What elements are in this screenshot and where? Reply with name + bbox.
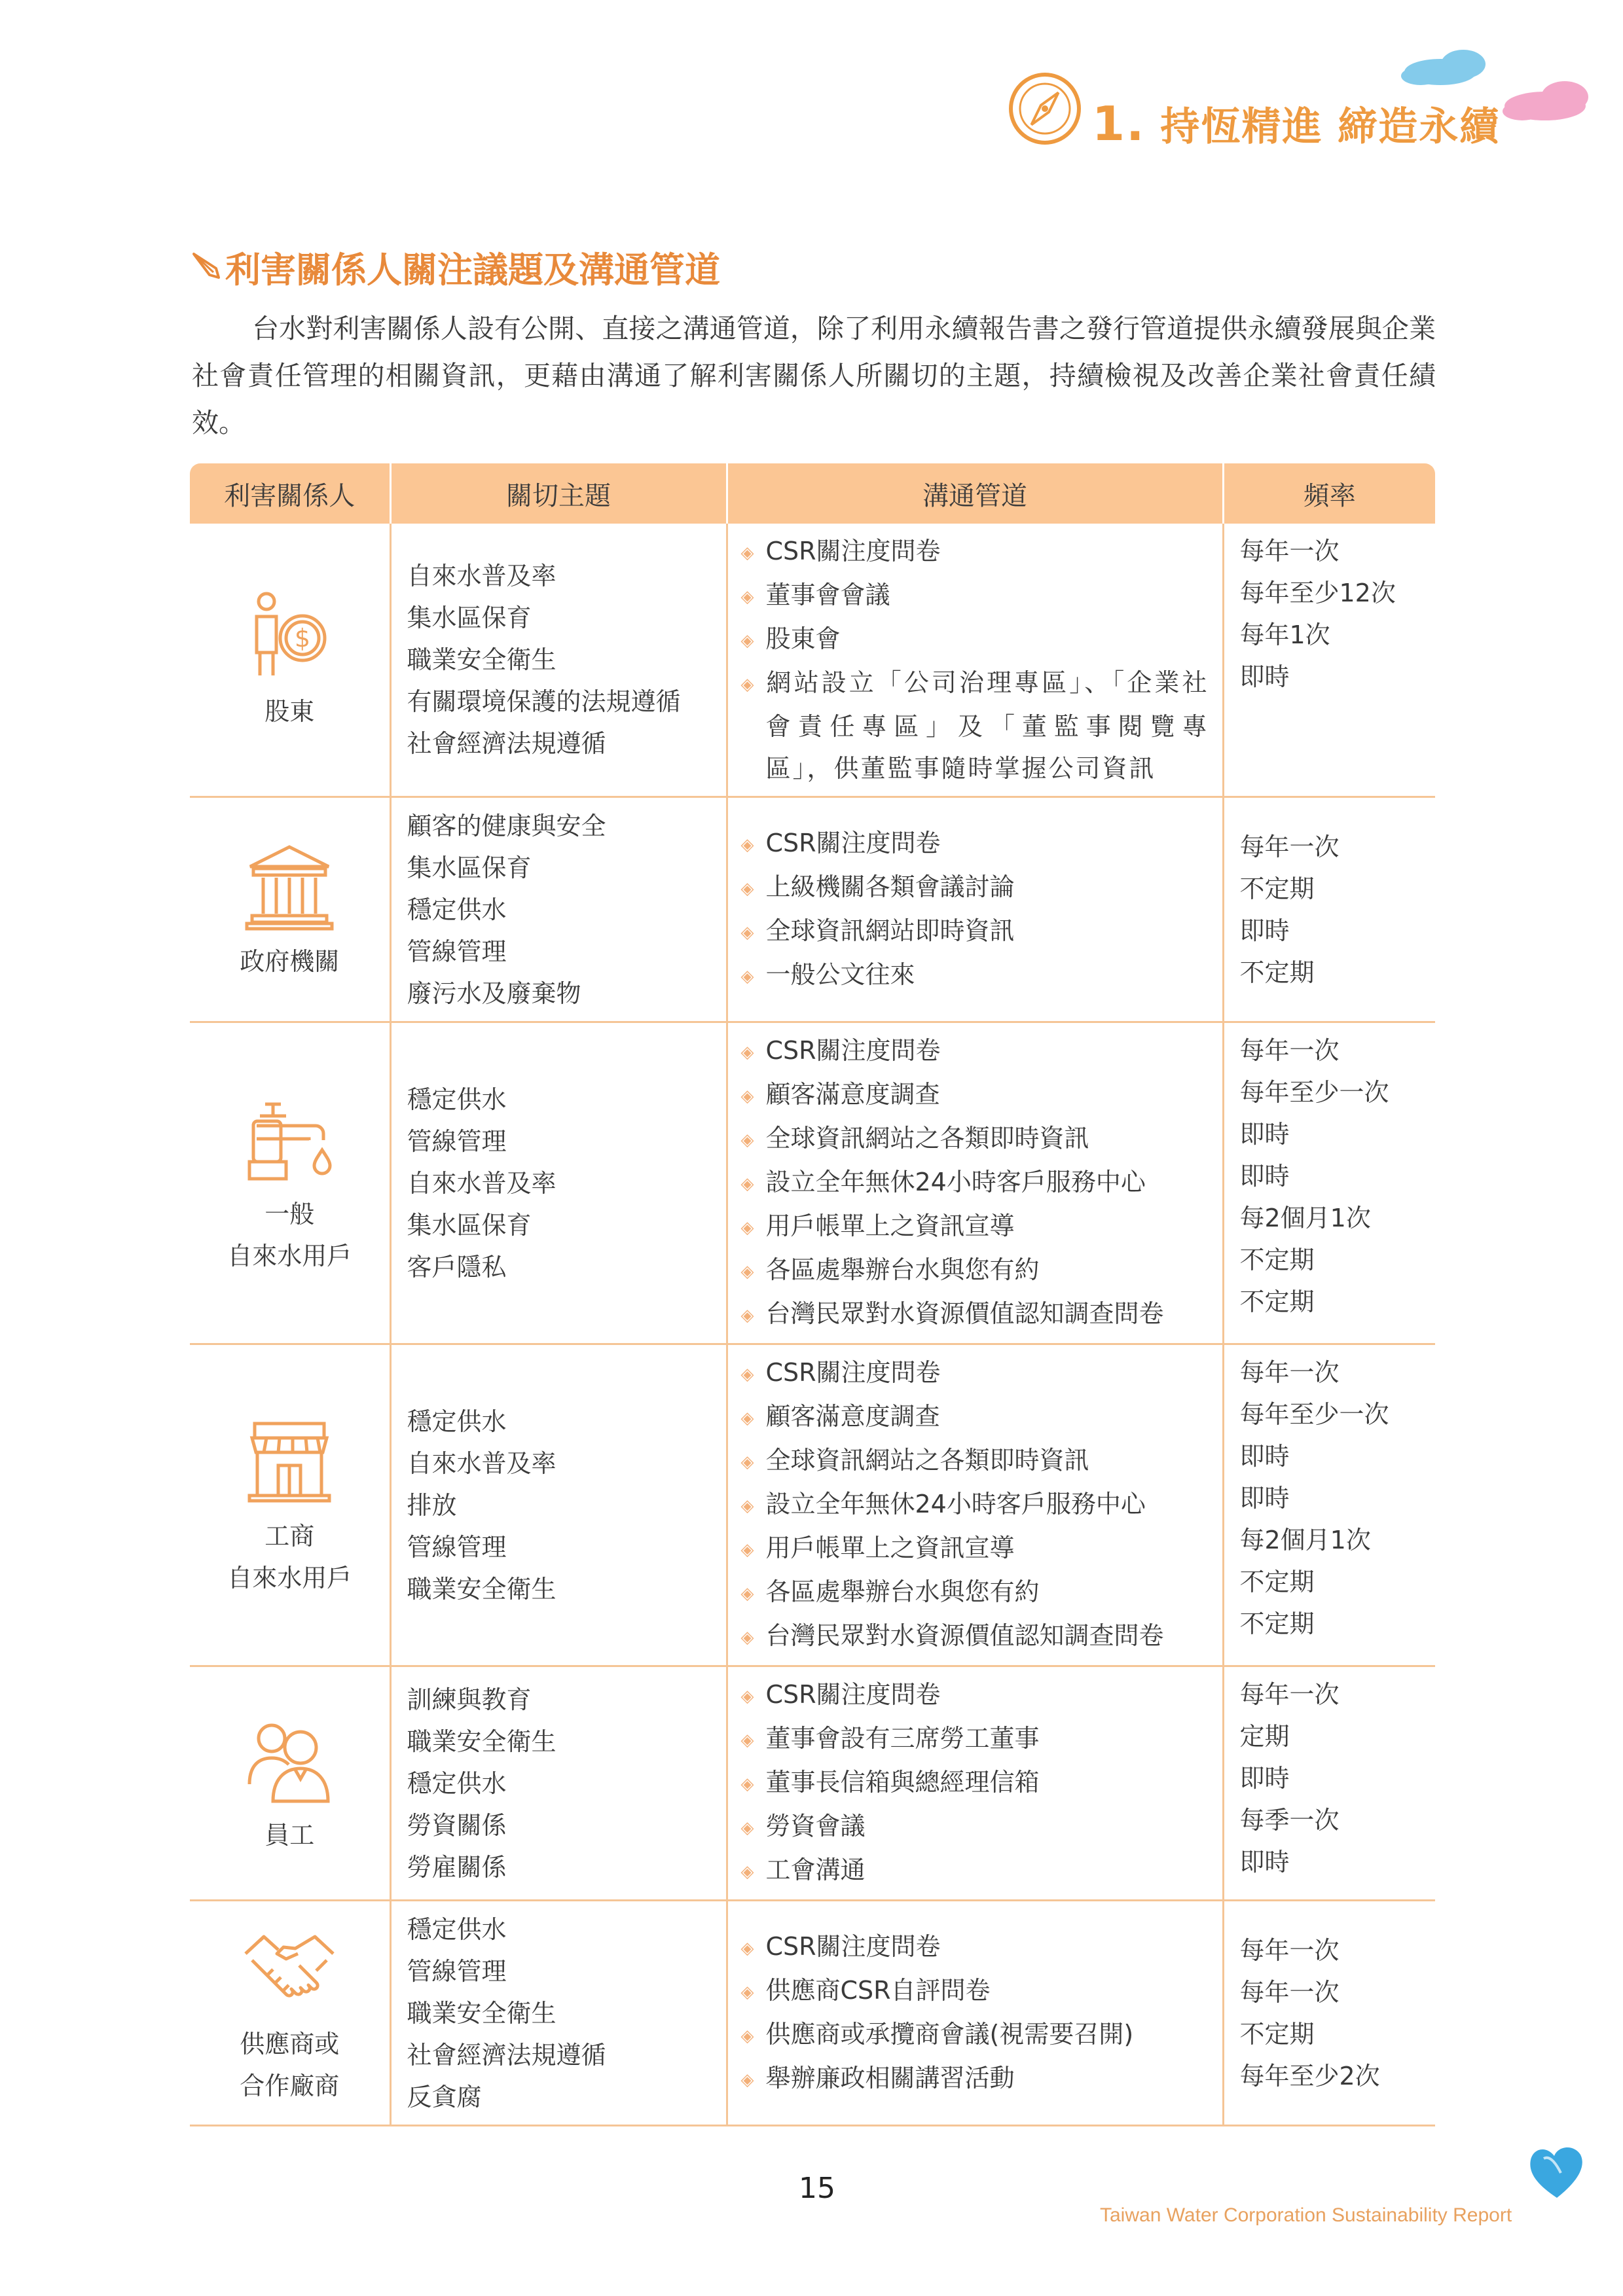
- topic-item: 管線管理: [407, 937, 507, 966]
- channel-item: ◈ 顧客滿意度調查: [741, 1073, 1209, 1117]
- topic-item: 職業安全衛生: [407, 1727, 556, 1756]
- channel-item: ◈ CSR關注度問卷: [741, 1926, 1209, 1969]
- frequency-item: 每2個月1次: [1239, 1204, 1371, 1232]
- topic-item: 反貪腐: [407, 2082, 482, 2111]
- frequency-item: 每年一次: [1239, 832, 1340, 861]
- frequency-item: 不定期: [1239, 958, 1315, 987]
- channel-item: ◈ 工會溝通: [741, 1849, 1209, 1893]
- channel-item: ◈ 網站設立「公司治理專區」、「企業社會責任專區」及「董監事閱覽專區」，供董監事隨時掌握公司資訊: [741, 662, 1209, 789]
- page-number: 15: [799, 2172, 835, 2205]
- channels-cell: [727, 1666, 1223, 1901]
- channel-item: ◈ CSR關注度問卷: [741, 1674, 1209, 1717]
- frequency-item: 即時: [1239, 916, 1290, 945]
- table-header-row: [190, 463, 1435, 524]
- frequency-item: 即時: [1239, 1764, 1290, 1793]
- channel-item: ◈ 各區處舉辦台水與您有約: [741, 1571, 1209, 1615]
- topics-cell: [390, 797, 727, 1022]
- stakeholder-name: 自來水用戶: [227, 1241, 352, 1270]
- frequency-cell: [1223, 797, 1435, 1022]
- header-channels: 溝通管道: [727, 463, 1223, 524]
- frequency-item: 不定期: [1239, 1287, 1315, 1316]
- topic-item: 勞雇關係: [407, 1852, 507, 1882]
- frequency-item: 每年一次: [1239, 1680, 1340, 1709]
- shareholder-coin-icon: [240, 587, 338, 685]
- channel-item: ◈ CSR關注度問卷: [741, 1352, 1209, 1395]
- chapter-number: 1.: [1092, 96, 1146, 151]
- frequency-item: 每年至少2次: [1239, 2061, 1380, 2090]
- channel-item: ◈ 台灣民眾對水資源價值認知調查問卷: [741, 1293, 1209, 1336]
- topic-item: 自來水普及率: [407, 1448, 556, 1478]
- table-row: [190, 1666, 1435, 1901]
- channel-item: ◈ CSR關注度問卷: [741, 530, 1209, 574]
- frequency-item: 即時: [1239, 1162, 1290, 1191]
- topic-item: 顧客的健康與安全: [407, 811, 606, 840]
- topic-item: 有關環境保護的法規遵循: [407, 687, 681, 716]
- frequency-item: 不定期: [1239, 1609, 1315, 1638]
- table-row: [190, 797, 1435, 1022]
- channel-item: ◈ 全球資訊網站即時資訊: [741, 910, 1209, 954]
- channels-cell: [727, 1901, 1223, 2126]
- frequency-item: 每年一次: [1239, 1935, 1340, 1965]
- frequency-item: 不定期: [1239, 1246, 1315, 1274]
- topic-item: 勞資關係: [407, 1810, 507, 1840]
- report-name: Taiwan Water Corporation Sustainability Report: [1100, 2204, 1512, 2226]
- topic-item: 穩定供水: [407, 1914, 507, 1944]
- stakeholder-name: 股東: [264, 697, 315, 726]
- header-stakeholder: 利害關係人: [190, 463, 390, 524]
- frequency-item: 不定期: [1239, 2019, 1315, 2049]
- topic-item: 集水區保育: [407, 1210, 532, 1240]
- clouds-decoration-icon: [1395, 46, 1597, 137]
- frequency-item: 定期: [1239, 1722, 1290, 1751]
- section-title: 利害關係人關注議題及溝通管道: [225, 249, 720, 291]
- channel-item: ◈ 各區處舉辦台水與您有約: [741, 1249, 1209, 1293]
- table-row: [190, 524, 1435, 797]
- table-row: [190, 1022, 1435, 1344]
- topic-item: 穩定供水: [407, 1407, 507, 1436]
- frequency-item: 每2個月1次: [1239, 1526, 1371, 1554]
- table-row: [190, 1901, 1435, 2126]
- channel-item: ◈ 設立全年無休24小時客戶服務中心: [741, 1161, 1209, 1205]
- stakeholder-name: 合作廠商: [240, 2071, 340, 2100]
- topic-item: 管線管理: [407, 1956, 507, 1986]
- channel-item: ◈ 勞資會議: [741, 1805, 1209, 1849]
- topic-item: 訓練與教育: [407, 1685, 532, 1714]
- channel-item: ◈ 顧客滿意度調查: [741, 1395, 1209, 1439]
- channel-item: ◈ 全球資訊網站之各類即時資訊: [741, 1439, 1209, 1483]
- channels-cell: [727, 1022, 1223, 1344]
- frequency-item: 即時: [1239, 662, 1290, 691]
- topic-item: 排放: [407, 1490, 457, 1520]
- channel-item: ◈ 董事會會議: [741, 574, 1209, 618]
- channel-item: ◈ 一般公文往來: [741, 954, 1209, 997]
- channel-item: ◈ 董事會設有三席勞工董事: [741, 1717, 1209, 1761]
- employees-icon: [240, 1711, 338, 1809]
- channel-item: ◈ 舉辦廉政相關講習活動: [741, 2057, 1209, 2101]
- frequency-cell: [1223, 524, 1435, 797]
- frequency-item: 即時: [1239, 1120, 1290, 1149]
- channel-item: ◈ 上級機關各類會議討論: [741, 866, 1209, 910]
- header-topics: 關切主題: [390, 463, 727, 524]
- frequency-item: 每年一次: [1239, 1358, 1340, 1387]
- chapter-title: 持恆精進 締造永續: [1160, 104, 1501, 150]
- table-row: [190, 1344, 1435, 1666]
- channel-item: ◈ 全球資訊網站之各類即時資訊: [741, 1117, 1209, 1161]
- frequency-item: 即時: [1239, 1442, 1290, 1471]
- stakeholder-cell: [190, 1666, 390, 1901]
- channels-cell: [727, 1344, 1223, 1666]
- topic-item: 職業安全衛生: [407, 1998, 556, 2028]
- topic-item: 客戶隱私: [407, 1252, 507, 1282]
- channel-item: ◈ CSR關注度問卷: [741, 1030, 1209, 1073]
- topics-cell: [390, 1022, 727, 1344]
- water-faucet-icon: [240, 1090, 338, 1188]
- topic-item: 穩定供水: [407, 895, 507, 924]
- frequency-item: 每季一次: [1239, 1806, 1340, 1835]
- channel-item: ◈ 供應商或承攬商會議(視需要召開): [741, 2013, 1209, 2057]
- channel-item: ◈ 台灣民眾對水資源價值認知調查問卷: [741, 1615, 1209, 1659]
- frequency-item: 每年至少12次: [1239, 579, 1396, 607]
- stakeholder-name: 員工: [264, 1820, 315, 1850]
- compass-icon: [1007, 71, 1083, 147]
- stakeholder-cell: [190, 1022, 390, 1344]
- frequency-item: 不定期: [1239, 874, 1315, 903]
- stakeholder-name: 供應商或: [240, 2029, 340, 2058]
- frequency-item: 每年至少一次: [1239, 1400, 1389, 1429]
- topic-item: 自來水普及率: [407, 562, 556, 590]
- stakeholder-cell: [190, 524, 390, 797]
- stakeholder-name: 自來水用戶: [227, 1563, 352, 1592]
- stakeholder-cell: [190, 797, 390, 1022]
- frequency-item: 每年一次: [1239, 1036, 1340, 1065]
- topic-item: 職業安全衛生: [407, 645, 556, 674]
- header-frequency: 頻率: [1223, 463, 1435, 524]
- channel-item: ◈ 用戶帳單上之資訊宣導: [741, 1205, 1209, 1249]
- topic-item: 管線管理: [407, 1532, 507, 1562]
- frequency-item: 每年一次: [1239, 1977, 1340, 2007]
- stakeholder-name: 政府機關: [240, 946, 340, 976]
- frequency-item: 即時: [1239, 1848, 1290, 1876]
- topics-cell: [390, 524, 727, 797]
- frequency-item: 每年一次: [1239, 537, 1340, 565]
- channel-item: ◈ 股東會: [741, 618, 1209, 662]
- frequency-item: 每年至少一次: [1239, 1078, 1389, 1107]
- frequency-cell: [1223, 1901, 1435, 2126]
- government-building-icon: [240, 837, 338, 935]
- handshake-icon: [240, 1920, 338, 2018]
- topic-item: 集水區保育: [407, 603, 532, 632]
- channels-cell: [727, 797, 1223, 1022]
- topic-item: 集水區保育: [407, 853, 532, 882]
- heart-logo-icon: [1524, 2139, 1590, 2204]
- channel-item: ◈ 設立全年無休24小時客戶服務中心: [741, 1483, 1209, 1527]
- stakeholder-name: 工商: [264, 1521, 315, 1551]
- topics-cell: [390, 1344, 727, 1666]
- intro-text: 台水對利害關係人設有公開、直接之溝通管道，除了利用永續報告書之發行管道提供永續發展與企業社會責任管理的相關資訊，更藉由溝通了解利害關係人所關切的主題，持續檢視及改善企業社會責任績效。: [192, 313, 1436, 439]
- stakeholder-cell: [190, 1901, 390, 2126]
- stakeholder-name: 一般: [264, 1199, 315, 1229]
- topic-item: 社會經濟法規遵循: [407, 2040, 606, 2070]
- frequency-cell: [1223, 1344, 1435, 1666]
- stakeholder-table: [190, 463, 1435, 2126]
- frequency-item: 即時: [1239, 1484, 1290, 1513]
- channel-item: ◈ 用戶帳單上之資訊宣導: [741, 1527, 1209, 1571]
- topic-item: 管線管理: [407, 1126, 507, 1156]
- topic-item: 穩定供水: [407, 1085, 507, 1114]
- topic-item: 職業安全衛生: [407, 1574, 556, 1604]
- channel-item: ◈ CSR關注度問卷: [741, 822, 1209, 866]
- pen-icon: [190, 249, 223, 281]
- frequency-cell: [1223, 1666, 1435, 1901]
- topics-cell: [390, 1666, 727, 1901]
- intro-paragraph: [192, 305, 1436, 446]
- svg-text:$: $: [295, 624, 311, 653]
- channel-item: ◈ 董事長信箱與總經理信箱: [741, 1761, 1209, 1805]
- frequency-cell: [1223, 1022, 1435, 1344]
- frequency-item: 不定期: [1239, 1568, 1315, 1596]
- stakeholder-cell: [190, 1344, 390, 1666]
- channel-item: ◈ 供應商CSR自評問卷: [741, 1969, 1209, 2013]
- topic-item: 自來水普及率: [407, 1168, 556, 1198]
- topic-item: 社會經濟法規遵循: [407, 729, 606, 758]
- topics-cell: [390, 1901, 727, 2126]
- frequency-item: 每年1次: [1239, 620, 1330, 649]
- storefront-icon: [240, 1412, 338, 1510]
- topic-item: 穩定供水: [407, 1768, 507, 1798]
- channels-cell: [727, 524, 1223, 797]
- topic-item: 廢污水及廢棄物: [407, 978, 581, 1008]
